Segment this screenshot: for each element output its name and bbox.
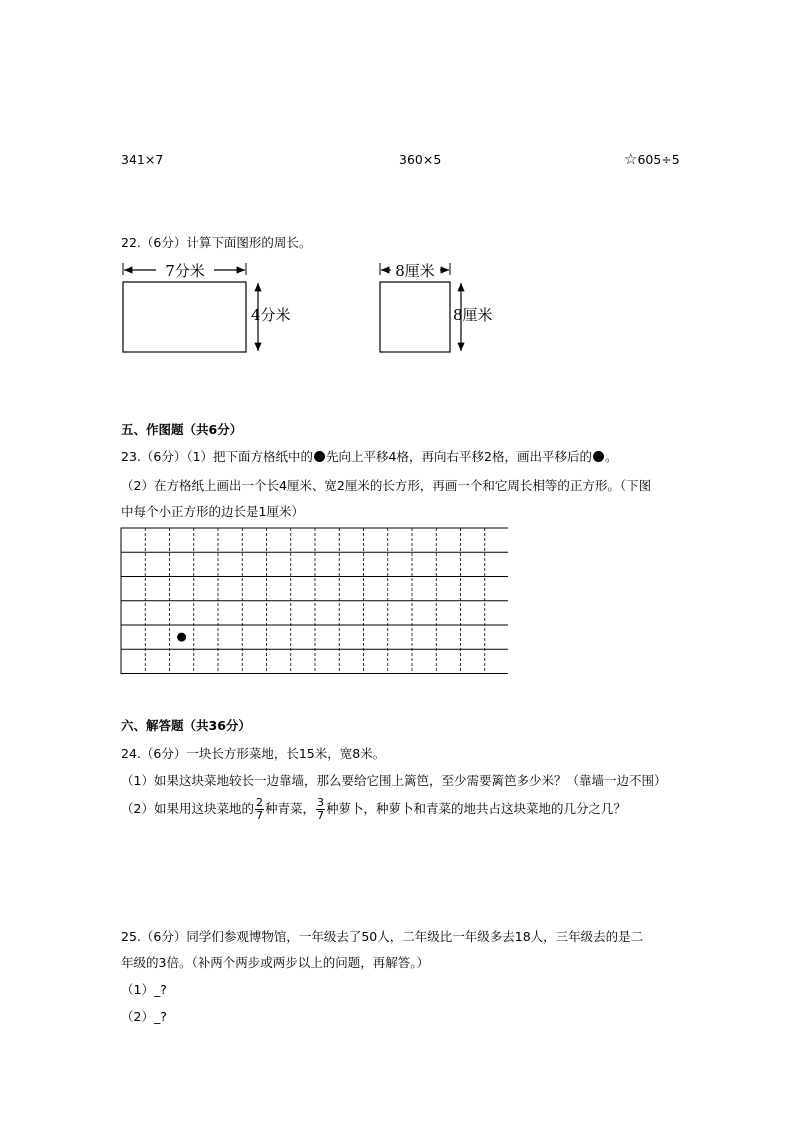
q22-figures xyxy=(110,255,530,365)
calc-expr-2: 360×5 xyxy=(399,152,442,167)
q23-line1-b: 先向上平移4格，再向右平移2格，画出平移后的 xyxy=(326,449,592,464)
q23-line1 xyxy=(121,447,617,465)
q25-line2: 年级的3倍。（补两个两步或两步以上的问题，再解答。） xyxy=(121,955,429,970)
q23-line1-a: 23.（6分）（1）把下面方格纸中的 xyxy=(121,449,314,464)
rect-width-label: 7分米 xyxy=(165,262,205,280)
q25-line1: 25.（6分）同学们参观博物馆，一年级去了50人，二年级比一年级多去18人，三年级去的是二 xyxy=(121,929,644,944)
square-shape xyxy=(380,282,450,352)
calc-expr-3 xyxy=(624,150,680,168)
rectangle-shape xyxy=(123,282,246,352)
q25-sub2: （2）_? xyxy=(121,1009,167,1024)
q23-line1-c: 。 xyxy=(604,449,618,464)
q24-part2-a: （2）如果用这块菜地的 xyxy=(121,801,254,816)
fraction-3-7: $\frac{3}{7}$ xyxy=(316,796,324,822)
dot-icon xyxy=(314,451,325,462)
calc-expr-3-text: 605÷5 xyxy=(637,152,680,167)
square-figure xyxy=(380,262,493,352)
q24-part1: （1）如果这块菜地较长一边靠墙，那么要给它围上篱笆，至少需要篱笆多少米？（靠墙一边不围） xyxy=(121,773,667,788)
q22-title: 22.（6分）计算下面图形的周长。 xyxy=(121,235,312,250)
q24-title: 24.（6分）一块长方形菜地，长15米，宽8米。 xyxy=(121,746,386,761)
grid-dot xyxy=(177,633,186,642)
grid-paper[interactable] xyxy=(120,527,508,678)
dot-icon xyxy=(593,451,604,462)
rect-height-label: 4分米 xyxy=(251,306,291,324)
q25-sub1: （1）_? xyxy=(121,982,167,997)
square-width-label: 8厘米 xyxy=(395,262,435,280)
q24-part2-b: 种青菜， xyxy=(264,801,315,816)
q24-part2-c: 种萝卜，种萝卜和青菜的地共占这块菜地的几分之几？ xyxy=(325,801,626,816)
q23-line3: 中每个小正方形的边长是1厘米） xyxy=(121,504,304,519)
section6-title: 六、解答题（共36分） xyxy=(121,718,251,733)
section5-title: 五、作图题（共6分） xyxy=(121,422,243,437)
star-icon: ☆ xyxy=(624,150,638,168)
fraction-2-7: $\frac{2}{7}$ xyxy=(255,796,263,822)
q23-line2: （2）在方格纸上画出一个长4厘米、宽2厘米的长方形，再画一个和它周长相等的正方形。（下图 xyxy=(121,478,652,493)
calc-expr-1: 341×7 xyxy=(121,152,164,167)
rectangle-figure xyxy=(123,262,291,352)
square-height-label: 8厘米 xyxy=(453,306,493,324)
q24-part2 xyxy=(121,797,626,822)
